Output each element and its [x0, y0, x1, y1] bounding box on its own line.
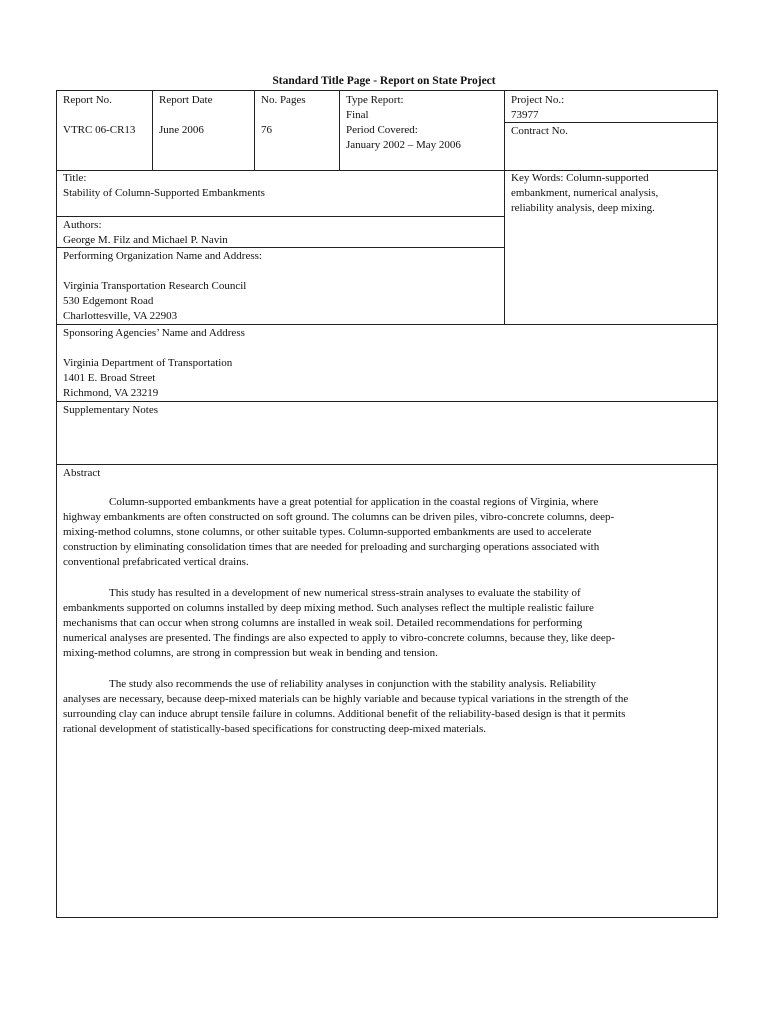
abstract-paragraph — [63, 586, 711, 661]
key-words-label: Key Words: Column-supported — [511, 172, 649, 184]
key-words-line: reliability analysis, deep mixing. — [511, 202, 655, 214]
key-words-cell — [505, 169, 664, 218]
sponsoring-cell — [57, 324, 251, 403]
abstract-line: rational development of statistically-based specifications for constructing deep-mixed materials. — [63, 723, 487, 735]
abstract-line: conventional prefabricated vertical drains. — [63, 556, 249, 568]
authors-cell — [57, 216, 234, 250]
report-no-cell — [57, 91, 141, 140]
abstract-line: Column-supported embankments have a great potential for application in the coastal regions of Virginia, where — [109, 496, 599, 508]
period-covered-value: January 2002 – May 2006 — [346, 139, 461, 151]
page-title: Standard Title Page - Report on State Project — [272, 75, 496, 87]
report-no-value: VTRC 06-CR13 — [63, 124, 136, 136]
no-pages-label: No. Pages — [261, 94, 306, 106]
performing-org-cell — [57, 247, 268, 326]
type-report-cell — [340, 91, 467, 155]
project-no-cell — [505, 91, 570, 125]
type-report-value: Final — [346, 109, 369, 121]
report-title-value: Stability of Column-Supported Embankments — [63, 187, 265, 199]
report-date-label: Report Date — [159, 94, 213, 106]
contract-no-label: Contract No. — [511, 125, 568, 137]
title-cell — [57, 169, 271, 203]
project-no-label: Project No.: — [511, 94, 565, 106]
contract-no-cell — [505, 122, 574, 141]
abstract-line: numerical analyses are presented. The findings are also expected to apply to vibro-concrete columns, because they, like deep- — [63, 632, 615, 644]
performing-org-line: Charlottesville, VA 22903 — [63, 310, 178, 322]
abstract-paragraph — [63, 495, 711, 570]
sponsoring-label: Sponsoring Agencies’ Name and Address — [63, 327, 245, 339]
no-pages-value: 76 — [261, 124, 272, 136]
authors-label: Authors: — [63, 219, 102, 231]
abstract-line: surrounding clay can induce abrupt tensile failure in columns. Additional benefit of the reliability-based design is that it permits — [63, 708, 626, 720]
sponsoring-line: 1401 E. Broad Street — [63, 372, 156, 384]
abstract-line: construction by eliminating consolidation times that are needed for preloading and surcharging operations associated with — [63, 541, 600, 553]
sponsoring-line: Richmond, VA 23219 — [63, 387, 159, 399]
abstract-line: This study has resulted in a development of new numerical stress-strain analyses to evaluate the stability of — [109, 587, 581, 599]
abstract-line: mixing-method columns, stone columns, or other suitable types. Column-supported embankments are used to accelerate — [63, 526, 592, 538]
period-covered-label: Period Covered: — [346, 124, 418, 136]
abstract-line: mixing-method columns, are strong in compression but weak in bending and tension. — [63, 647, 438, 659]
title-page-form — [56, 90, 718, 918]
title-label: Title: — [63, 172, 87, 184]
supplementary-label: Supplementary Notes — [63, 404, 159, 416]
report-date-value: June 2006 — [159, 124, 204, 136]
performing-org-line: 530 Edgemont Road — [63, 295, 154, 307]
performing-org-label: Performing Organization Name and Address: — [63, 250, 262, 262]
abstract-paragraph — [63, 677, 711, 737]
abstract-line: The study also recommends the use of reliability analyses in conjunction with the stability analysis. Reliability — [109, 678, 596, 690]
abstract-line: highway embankments are often constructed on soft ground. The columns can be driven piles, vibro-concrete columns, deep- — [63, 511, 615, 523]
report-date-cell — [153, 91, 218, 140]
no-pages-cell — [255, 91, 312, 140]
project-no-value: 73977 — [511, 109, 539, 121]
abstract-line: embankments supported on columns installed by deep mixing method. Such analyses reflect the multiple realistic failure — [63, 602, 594, 614]
key-words-line: embankment, numerical analysis, — [511, 187, 659, 199]
type-report-label: Type Report: — [346, 94, 404, 106]
sponsoring-line: Virginia Department of Transportation — [63, 357, 233, 369]
divider — [57, 464, 717, 465]
report-no-label: Report No. — [63, 94, 112, 106]
abstract-line: analyses are necessary, because deep-mixed materials can be highly variable and because typical variations in the strength of the — [63, 693, 629, 705]
abstract-label: Abstract — [63, 467, 101, 479]
performing-org-line: Virginia Transportation Research Council — [63, 280, 247, 292]
abstract-line: mechanisms that can occur when strong columns are installed in weak soil. Detailed recommendations for performing — [63, 617, 583, 629]
supplementary-cell — [57, 401, 164, 420]
authors-value: George M. Filz and Michael P. Navin — [63, 234, 228, 246]
